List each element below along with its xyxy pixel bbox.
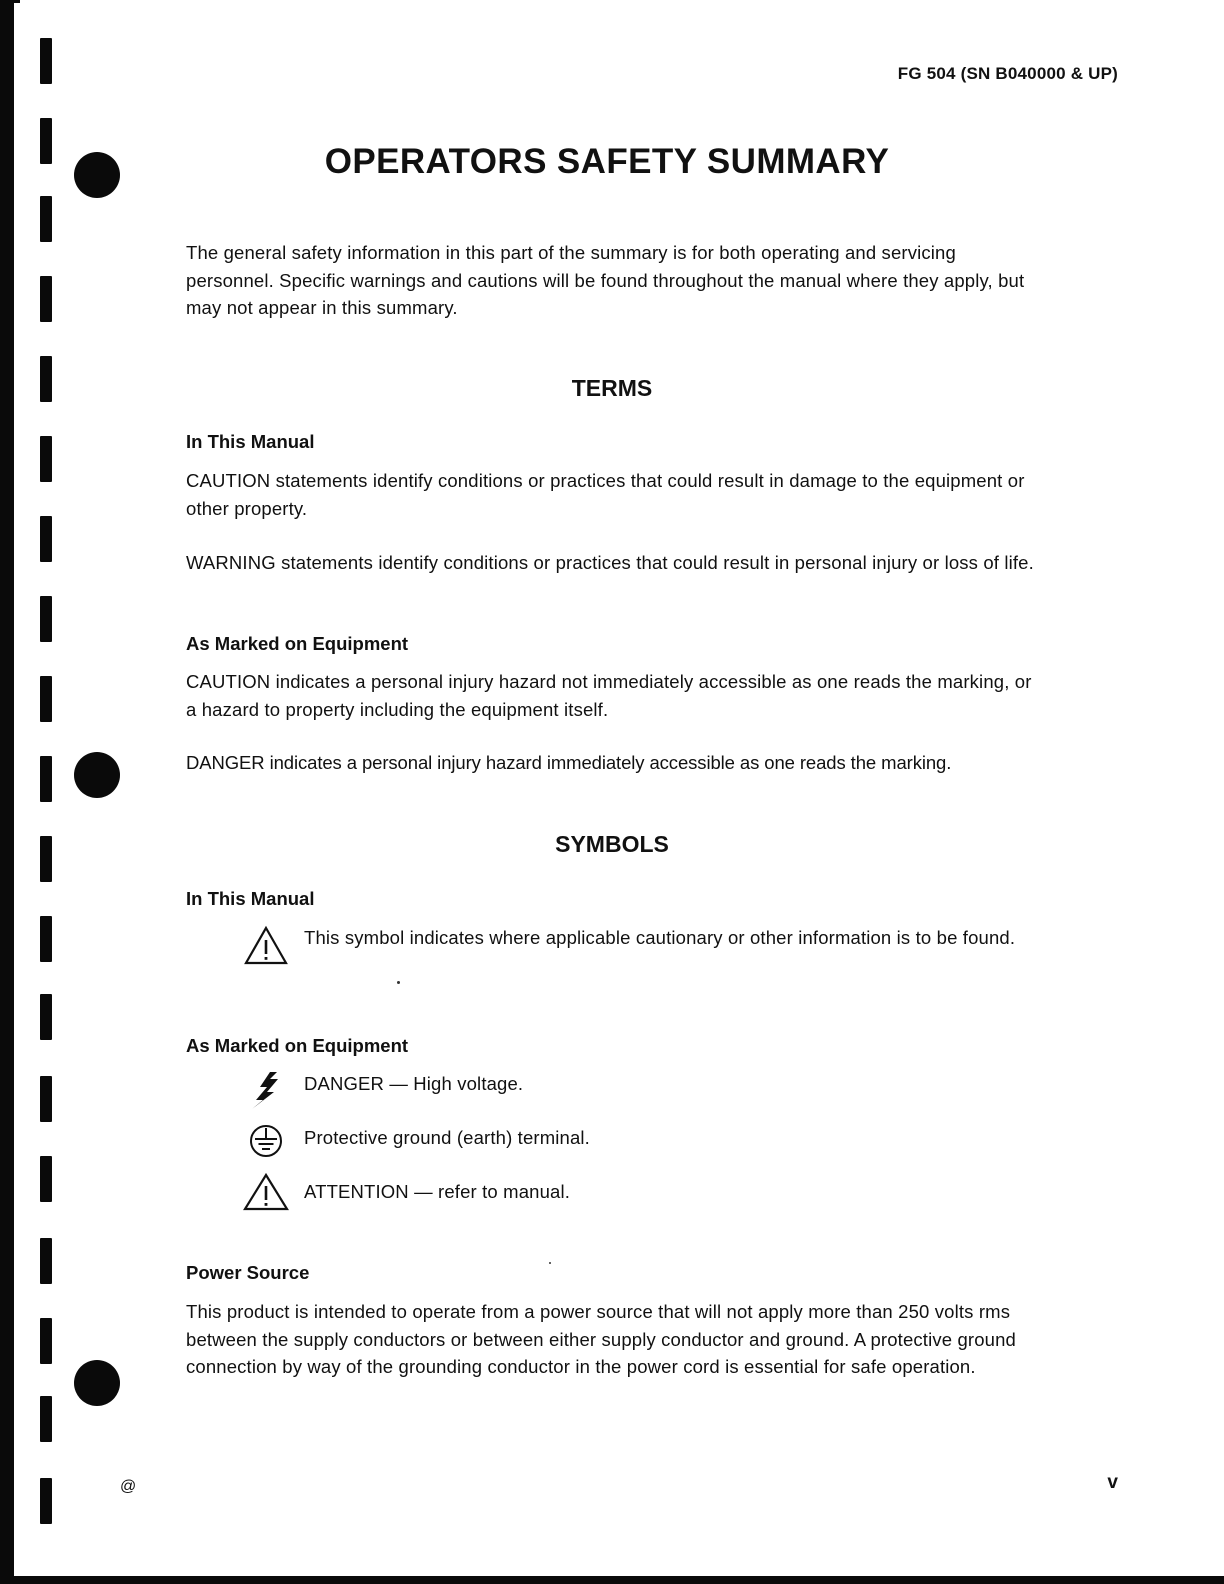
page-number: v xyxy=(1107,1472,1118,1493)
footer-mark: @ xyxy=(120,1478,137,1495)
symbol-description: Protective ground (earth) terminal. xyxy=(304,1127,590,1148)
scan-left-edge xyxy=(0,0,14,1584)
intro-paragraph: The general safety information in this part of the summary is for both operating and servicing personnel. Specific warnings and cautions will be found throughout the manual where they apply, but may not appear in this summary. xyxy=(186,242,1025,318)
punch-hole xyxy=(74,752,120,798)
scan-top-tick xyxy=(14,0,20,3)
binding-bar xyxy=(40,994,52,1040)
high-voltage-icon xyxy=(236,1070,296,1110)
binding-bar xyxy=(40,916,52,962)
terms-in-manual-heading: In This Manual xyxy=(186,431,315,452)
symbol-row-high-voltage xyxy=(236,1070,1046,1110)
binding-bar xyxy=(40,1156,52,1202)
document-code: FG 504 (SN B040000 & UP) xyxy=(897,64,1118,83)
binding-bar xyxy=(40,1318,52,1364)
symbol-description: ATTENTION — refer to manual. xyxy=(304,1181,571,1202)
binding-bar xyxy=(40,436,52,482)
binding-bar xyxy=(40,196,52,242)
symbol-row-protective-ground xyxy=(236,1124,1046,1158)
binding-bar xyxy=(40,276,52,322)
scan-speck xyxy=(549,1262,551,1264)
binding-bar xyxy=(40,1478,52,1524)
binding-bar xyxy=(40,596,52,642)
power-source-paragraph: This product is intended to operate from a power source that will not apply more than 250 volts rms between the supply conductors or between either supply conductor and ground. A protective ground connection by way of the grounding conductor in the power cord is essential for safe operation. xyxy=(186,1301,1016,1377)
scan-speck xyxy=(397,981,400,984)
equipment-caution-paragraph: CAUTION indicates a personal injury hazard not immediately accessible as one reads the marking, or a hazard to property including the equipment itself. xyxy=(186,671,1032,720)
attention-triangle-icon xyxy=(236,1172,296,1212)
symbol-description: DANGER — High voltage. xyxy=(304,1073,524,1094)
binding-bar xyxy=(40,1396,52,1442)
binding-bar xyxy=(40,1238,52,1284)
binding-bar xyxy=(40,1076,52,1122)
page-title: OPERATORS SAFETY SUMMARY xyxy=(324,142,890,181)
binding-bar xyxy=(40,38,52,84)
symbols-in-manual-heading: In This Manual xyxy=(186,888,315,909)
binding-bar xyxy=(40,756,52,802)
symbols-on-equipment-heading: As Marked on Equipment xyxy=(186,1035,409,1056)
symbols-heading: SYMBOLS xyxy=(555,831,669,857)
protective-ground-icon xyxy=(236,1124,296,1158)
power-source-heading: Power Source xyxy=(186,1262,310,1283)
symbol-row-caution xyxy=(236,924,1046,966)
binding-bar xyxy=(40,676,52,722)
symbol-row-attention xyxy=(236,1172,1046,1212)
terms-heading: TERMS xyxy=(571,375,653,401)
punch-hole xyxy=(74,1360,120,1406)
binding-bar xyxy=(40,516,52,562)
caution-triangle-icon xyxy=(236,924,296,966)
equipment-danger-paragraph: DANGER indicates a personal injury hazard immediately accessible as one reads the marking. xyxy=(186,752,952,773)
terms-caution-paragraph: CAUTION statements identify conditions or practices that could result in damage to the equipment or other property. xyxy=(186,470,1025,519)
scan-bottom-edge xyxy=(0,1576,1224,1584)
terms-warning-paragraph: WARNING statements identify conditions or practices that could result in personal injury or loss of life. xyxy=(186,552,1034,573)
terms-on-equipment-heading: As Marked on Equipment xyxy=(186,633,409,654)
symbol-description: This symbol indicates where applicable cautionary or other information is to be found. xyxy=(304,927,1016,948)
